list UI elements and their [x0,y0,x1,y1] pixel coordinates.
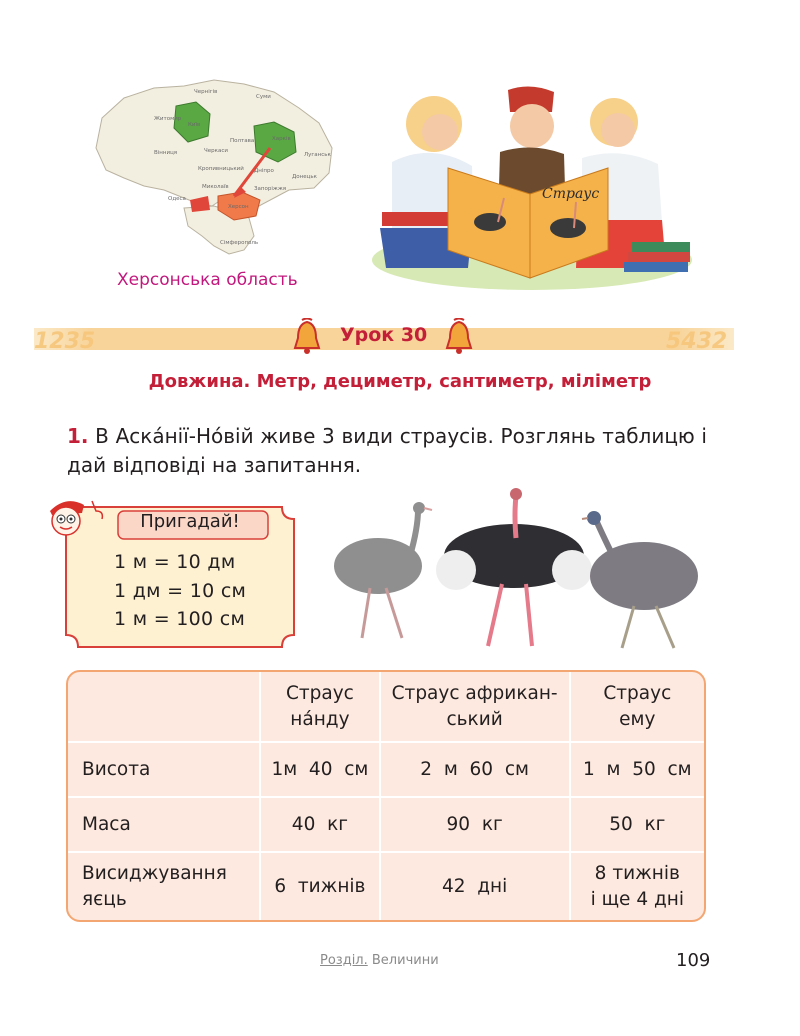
lesson-title: Урок 30 [340,324,428,346]
map-label: Харків [272,136,291,142]
book-title: Страус [542,186,600,202]
bell-icon [290,318,324,358]
task-1 [67,422,707,480]
map-label: Житомир [154,116,182,122]
fact-line: 1 м = 10 дм [114,551,236,573]
table-header-cell [68,672,260,742]
task-text: В Аска́нії-Но́вій живе 3 види страусів. Розглянь таблицю і дай відповіді на запитання. [67,424,707,477]
map-label: Одеса [168,196,186,202]
lesson-digits-right: 5432 [666,329,728,354]
table-cell: 2 м 60 см [380,742,570,797]
table-row [68,852,704,920]
table-header-cell: Страус на́нду [260,672,379,742]
map-label: Полтава [230,138,255,144]
map-label: Кропивницький [198,166,244,172]
table-cell: 1 м 50 см [570,742,704,797]
children-reading-illustration [362,82,692,292]
table-row [68,742,704,797]
map-label: Запоріжжя [254,186,287,192]
table-cell: 40 кг [260,797,379,852]
table-cell: 1м 40 см [260,742,379,797]
table-row-label: Висота [68,742,260,797]
topic-heading: Довжина. Метр, дециметр, сантиметр, міліметр [148,371,652,392]
table-cell: 50 кг [570,797,704,852]
footer-section-name: Величини [371,953,439,968]
map-label: Миколаїв [202,184,229,190]
ostriches-illustration [326,488,706,654]
map-label: Київ [188,122,201,128]
map-label: Дніпро [254,168,274,174]
page-number: 109 [676,950,711,971]
map-label: Суми [256,94,271,100]
table-cell: 42 дні [380,852,570,920]
map-label: Черкаси [204,148,228,154]
footer-section-label: Розділ. [320,953,368,968]
cartoon-face-icon [44,497,106,539]
map-caption: Херсонська область [117,270,298,290]
table-header-cell: Страус ему [570,672,704,742]
map-label: Херсон [228,204,249,210]
map-label: Сімферополь [220,240,259,246]
ostrich-comparison-table [66,670,706,922]
map-label: Чернігів [194,89,218,95]
table-header-cell: Страус африкан- ський [380,672,570,742]
table-row [68,797,704,852]
remember-title: Пригадай! [140,511,240,532]
table-row-label: Маса [68,797,260,852]
lesson-digits-left: 1235 [34,329,96,354]
map-label: Донецьк [292,174,317,180]
table-cell: 90 кг [380,797,570,852]
table-cell: 6 тижнів [260,852,379,920]
map-label: Вінниця [154,150,178,156]
table-row-label: Висиджування яєць [68,852,260,920]
table-header-row [68,672,704,742]
ukraine-map [84,78,336,268]
table-cell: 8 тижнів і ще 4 дні [570,852,704,920]
map-label: Луганськ [304,152,331,158]
fact-line: 1 м = 100 см [114,608,246,630]
footer-section [320,953,439,968]
bell-icon [442,318,476,358]
fact-line: 1 дм = 10 см [114,580,247,602]
task-number: 1. [67,424,89,448]
